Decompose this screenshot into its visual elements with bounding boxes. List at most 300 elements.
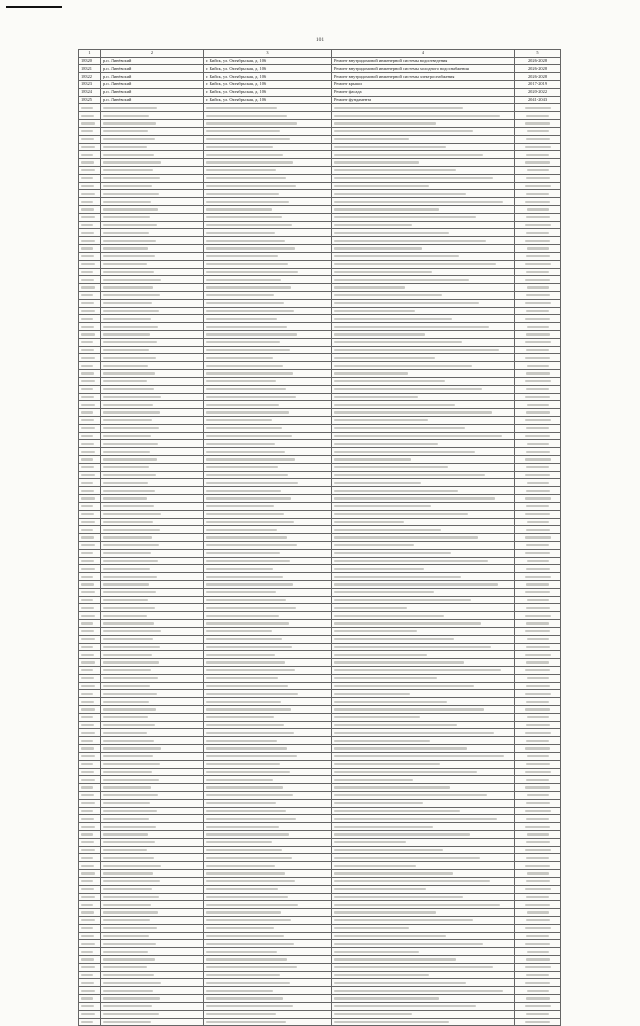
- row-years: [515, 127, 561, 135]
- table-row: [79, 791, 561, 799]
- column-number: 1: [79, 50, 101, 58]
- illegible-text: [103, 138, 155, 140]
- row-work: [332, 487, 515, 495]
- illegible-text: [103, 372, 155, 374]
- row-settlement: [101, 557, 204, 565]
- illegible-text: [103, 357, 156, 359]
- illegible-text: [103, 646, 160, 648]
- illegible-text: [525, 732, 551, 734]
- row-work: [332, 518, 515, 526]
- illegible-text: [206, 677, 278, 679]
- row-address: [204, 143, 332, 151]
- illegible-text: [81, 982, 94, 984]
- row-settlement: р.п. Линёвский: [101, 57, 204, 65]
- illegible-text: [525, 771, 551, 773]
- row-id: [79, 370, 101, 378]
- row-id: [79, 424, 101, 432]
- row-years: [515, 588, 561, 596]
- row-settlement: [101, 635, 204, 643]
- row-work: [332, 862, 515, 870]
- row-years: [515, 963, 561, 971]
- illegible-text: [525, 185, 551, 187]
- illegible-text: [527, 326, 549, 328]
- illegible-text: [334, 724, 457, 726]
- illegible-text: [334, 865, 416, 867]
- illegible-text: [103, 935, 149, 937]
- illegible-text: [103, 880, 160, 882]
- illegible-text: [206, 841, 272, 843]
- row-work: [332, 682, 515, 690]
- illegible-text: [334, 482, 421, 484]
- row-id: [79, 315, 101, 323]
- row-address: [204, 526, 332, 534]
- row-years: [515, 159, 561, 167]
- illegible-text: [81, 115, 94, 117]
- illegible-text: [103, 146, 147, 148]
- illegible-text: [206, 466, 278, 468]
- illegible-text: [81, 130, 93, 132]
- illegible-text: [81, 341, 93, 343]
- row-years: [515, 260, 561, 268]
- row-address: [204, 979, 332, 987]
- illegible-text: [206, 271, 298, 273]
- illegible-text: [81, 513, 94, 515]
- illegible-text: [334, 130, 473, 132]
- row-settlement: [101, 221, 204, 229]
- row-years: [515, 526, 561, 534]
- illegible-text: [206, 552, 280, 554]
- illegible-text: [334, 1005, 476, 1007]
- table-row: [79, 971, 561, 979]
- row-years: [515, 854, 561, 862]
- illegible-text: [103, 193, 159, 195]
- table-row: [79, 948, 561, 956]
- illegible-text: [206, 161, 293, 163]
- row-settlement: [101, 479, 204, 487]
- row-settlement: [101, 893, 204, 901]
- illegible-text: [525, 240, 550, 242]
- table-row: [79, 362, 561, 370]
- row-address: [204, 338, 332, 346]
- illegible-text: [334, 365, 472, 367]
- illegible-text: [526, 622, 549, 624]
- row-years: [515, 846, 561, 854]
- row-years: [515, 698, 561, 706]
- illegible-text: [103, 818, 149, 820]
- illegible-text: [81, 279, 94, 281]
- illegible-text: [206, 1021, 286, 1023]
- row-years: [515, 776, 561, 784]
- illegible-text: [103, 318, 151, 320]
- row-years: [515, 643, 561, 651]
- row-settlement: [101, 1018, 204, 1026]
- row-settlement: [101, 182, 204, 190]
- row-settlement: [101, 604, 204, 612]
- table-row: [79, 862, 561, 870]
- table-row: [79, 807, 561, 815]
- illegible-text: [81, 451, 95, 453]
- illegible-text: [334, 599, 471, 601]
- illegible-text: [526, 115, 549, 117]
- table-row: [79, 96, 561, 104]
- row-years: [515, 315, 561, 323]
- row-years: [515, 479, 561, 487]
- illegible-text: [103, 326, 158, 328]
- row-settlement: [101, 885, 204, 893]
- illegible-text: [334, 708, 484, 710]
- row-settlement: р.п. Линёвский: [101, 96, 204, 104]
- row-work: Ремонт внутридомовой инженерной системы холодного водоснабжения: [332, 65, 515, 73]
- row-work: [332, 401, 515, 409]
- illegible-text: [206, 255, 278, 257]
- row-years: [515, 487, 561, 495]
- illegible-text: [81, 333, 95, 335]
- illegible-text: [103, 630, 161, 632]
- illegible-text: [103, 115, 149, 117]
- table-row: [79, 315, 561, 323]
- illegible-text: [103, 122, 156, 124]
- table-row: [79, 995, 561, 1003]
- illegible-text: [525, 380, 551, 382]
- row-work: [332, 354, 515, 362]
- row-years: [515, 471, 561, 479]
- row-id: [79, 963, 101, 971]
- row-work: [332, 182, 515, 190]
- illegible-text: [81, 779, 95, 781]
- illegible-text: [81, 1005, 94, 1007]
- illegible-text: [206, 419, 272, 421]
- table-row: [79, 659, 561, 667]
- row-settlement: [101, 510, 204, 518]
- row-settlement: [101, 291, 204, 299]
- illegible-text: [334, 685, 474, 687]
- illegible-text: [81, 529, 93, 531]
- illegible-text: [206, 247, 295, 249]
- row-address: [204, 987, 332, 995]
- row-work: [332, 995, 515, 1003]
- row-address: [204, 307, 332, 315]
- row-years: [515, 463, 561, 471]
- row-id: [79, 237, 101, 245]
- illegible-text: [103, 490, 155, 492]
- illegible-text: [81, 427, 95, 429]
- illegible-text: [81, 380, 95, 382]
- row-work: [332, 510, 515, 518]
- illegible-text: [103, 505, 154, 507]
- illegible-text: [81, 232, 94, 234]
- illegible-text: [206, 185, 296, 187]
- table-row: [79, 534, 561, 542]
- row-work: [332, 971, 515, 979]
- row-address: [204, 409, 332, 417]
- row-id: [79, 541, 101, 549]
- illegible-text: [526, 818, 549, 820]
- row-years: [515, 229, 561, 237]
- illegible-text: [206, 911, 281, 913]
- row-settlement: [101, 721, 204, 729]
- row-id: [79, 666, 101, 674]
- row-years: [515, 581, 561, 589]
- row-address: [204, 948, 332, 956]
- illegible-text: [103, 474, 156, 476]
- table-row: [79, 565, 561, 573]
- illegible-text: [206, 943, 294, 945]
- row-settlement: [101, 385, 204, 393]
- illegible-text: [525, 146, 551, 148]
- row-settlement: [101, 338, 204, 346]
- row-id: [79, 573, 101, 581]
- illegible-text: [206, 388, 286, 390]
- illegible-text: [81, 505, 93, 507]
- row-years: [515, 424, 561, 432]
- illegible-text: [206, 115, 287, 117]
- row-id: [79, 737, 101, 745]
- illegible-text: [103, 599, 148, 601]
- illegible-text: [103, 544, 159, 546]
- row-id: [79, 643, 101, 651]
- illegible-text: [525, 263, 551, 265]
- row-years: [515, 1018, 561, 1026]
- row-work: [332, 526, 515, 534]
- illegible-text: [525, 279, 550, 281]
- row-work: [332, 713, 515, 721]
- row-address: [204, 713, 332, 721]
- row-settlement: [101, 377, 204, 385]
- row-settlement: [101, 487, 204, 495]
- illegible-text: [103, 310, 159, 312]
- illegible-text: [103, 380, 147, 382]
- row-work: [332, 307, 515, 315]
- illegible-text: [525, 708, 550, 710]
- row-work: [332, 213, 515, 221]
- illegible-text: [81, 224, 93, 226]
- illegible-text: [526, 411, 550, 413]
- row-settlement: [101, 870, 204, 878]
- row-settlement: [101, 448, 204, 456]
- row-settlement: [101, 768, 204, 776]
- column-number: 2: [101, 50, 204, 58]
- table-row: [79, 424, 561, 432]
- illegible-text: [334, 740, 430, 742]
- illegible-text: [206, 724, 284, 726]
- illegible-text: [81, 974, 93, 976]
- row-work: Ремонт фасада: [332, 88, 515, 96]
- row-address: [204, 463, 332, 471]
- illegible-text: [334, 458, 411, 460]
- illegible-text: [206, 888, 278, 890]
- illegible-text: [206, 896, 288, 898]
- row-address: [204, 940, 332, 948]
- table-row: [79, 120, 561, 128]
- illegible-text: [206, 294, 274, 296]
- row-id: [79, 916, 101, 924]
- row-work: [332, 666, 515, 674]
- illegible-text: [206, 654, 275, 656]
- table-row: [79, 463, 561, 471]
- table-row: [79, 284, 561, 292]
- illegible-text: [206, 638, 282, 640]
- row-settlement: [101, 659, 204, 667]
- row-address: [204, 627, 332, 635]
- illegible-text: [334, 966, 493, 968]
- row-address: [204, 768, 332, 776]
- illegible-text: [206, 849, 282, 851]
- row-work: [332, 127, 515, 135]
- illegible-text: [334, 935, 446, 937]
- row-id: [79, 627, 101, 635]
- row-settlement: [101, 416, 204, 424]
- row-id: [79, 620, 101, 628]
- illegible-text: [334, 990, 503, 992]
- illegible-text: [103, 396, 161, 398]
- row-years: [515, 432, 561, 440]
- row-work: [332, 237, 515, 245]
- row-years: [515, 659, 561, 667]
- illegible-text: [334, 427, 465, 429]
- illegible-text: [334, 466, 448, 468]
- row-settlement: [101, 690, 204, 698]
- row-address: [204, 323, 332, 331]
- row-address: [204, 862, 332, 870]
- illegible-text: [206, 310, 294, 312]
- illegible-text: [206, 411, 289, 413]
- row-work: [332, 838, 515, 846]
- row-address: [204, 924, 332, 932]
- row-work: [332, 932, 515, 940]
- row-address: [204, 510, 332, 518]
- row-settlement: [101, 729, 204, 737]
- row-settlement: [101, 502, 204, 510]
- illegible-text: [81, 872, 95, 874]
- row-work: [332, 362, 515, 370]
- illegible-text: [81, 826, 95, 828]
- illegible-text: [525, 576, 551, 578]
- row-address: г. Бийск, ул. Октябрьская, д. 106: [204, 73, 332, 81]
- row-id: [79, 432, 101, 440]
- illegible-text: [527, 833, 549, 835]
- table-row: [79, 346, 561, 354]
- illegible-text: [334, 833, 470, 835]
- row-years: [515, 620, 561, 628]
- row-id: [79, 760, 101, 768]
- row-id: [79, 284, 101, 292]
- illegible-text: [334, 115, 500, 117]
- illegible-text: [81, 927, 93, 929]
- row-address: [204, 784, 332, 792]
- row-id: [79, 354, 101, 362]
- illegible-text: [526, 919, 550, 921]
- row-work: [332, 940, 515, 948]
- row-id: [79, 245, 101, 253]
- table-row: [79, 510, 561, 518]
- row-settlement: [101, 237, 204, 245]
- illegible-text: [525, 982, 550, 984]
- column-number-row: [79, 50, 561, 58]
- illegible-text: [527, 286, 549, 288]
- illegible-text: [206, 810, 286, 812]
- row-years: [515, 690, 561, 698]
- column-number: 4: [332, 50, 515, 58]
- illegible-text: [334, 333, 425, 335]
- table-row: [79, 268, 561, 276]
- table-row: [79, 245, 561, 253]
- table-row: [79, 963, 561, 971]
- row-settlement: [101, 198, 204, 206]
- row-settlement: [101, 229, 204, 237]
- row-address: [204, 557, 332, 565]
- illegible-text: [206, 919, 291, 921]
- row-work: [332, 823, 515, 831]
- row-years: [515, 401, 561, 409]
- illegible-text: [103, 341, 157, 343]
- table-row: [79, 620, 561, 628]
- row-years: [515, 393, 561, 401]
- row-id: [79, 518, 101, 526]
- row-id: [79, 752, 101, 760]
- row-years: [515, 956, 561, 964]
- illegible-text: [334, 880, 490, 882]
- illegible-text: [103, 521, 153, 523]
- row-work: [332, 956, 515, 964]
- illegible-text: [103, 724, 155, 726]
- row-address: [204, 471, 332, 479]
- table-row: [79, 932, 561, 940]
- illegible-text: [81, 771, 94, 773]
- table-row: [79, 518, 561, 526]
- row-id: [79, 776, 101, 784]
- illegible-text: [81, 802, 95, 804]
- row-years: [515, 245, 561, 253]
- row-work: [332, 135, 515, 143]
- table-row: [79, 674, 561, 682]
- row-work: [332, 831, 515, 839]
- illegible-text: [525, 865, 550, 867]
- row-address: [204, 791, 332, 799]
- table-row: [79, 166, 561, 174]
- row-id: [79, 448, 101, 456]
- row-years: [515, 791, 561, 799]
- table-row: [79, 987, 561, 995]
- illegible-text: [81, 857, 93, 859]
- row-work: [332, 377, 515, 385]
- table-row: [79, 448, 561, 456]
- row-address: [204, 885, 332, 893]
- row-work: [332, 651, 515, 659]
- row-settlement: [101, 495, 204, 503]
- row-years: [515, 971, 561, 979]
- table-row: [79, 331, 561, 339]
- illegible-text: [334, 107, 463, 109]
- illegible-text: [81, 732, 95, 734]
- illegible-text: [103, 990, 153, 992]
- row-settlement: [101, 776, 204, 784]
- illegible-text: [334, 826, 433, 828]
- illegible-text: [103, 240, 156, 242]
- row-work: Ремонт крыши: [332, 81, 515, 89]
- table-row: [79, 159, 561, 167]
- illegible-text: [103, 888, 152, 890]
- row-id: [79, 784, 101, 792]
- illegible-text: [206, 786, 283, 788]
- illegible-text: [526, 701, 549, 703]
- illegible-text: [81, 411, 93, 413]
- illegible-text: [206, 1005, 293, 1007]
- illegible-text: [103, 419, 152, 421]
- row-settlement: р.п. Линёвский: [101, 88, 204, 96]
- illegible-text: [526, 896, 549, 898]
- illegible-text: [526, 880, 550, 882]
- row-work: [332, 331, 515, 339]
